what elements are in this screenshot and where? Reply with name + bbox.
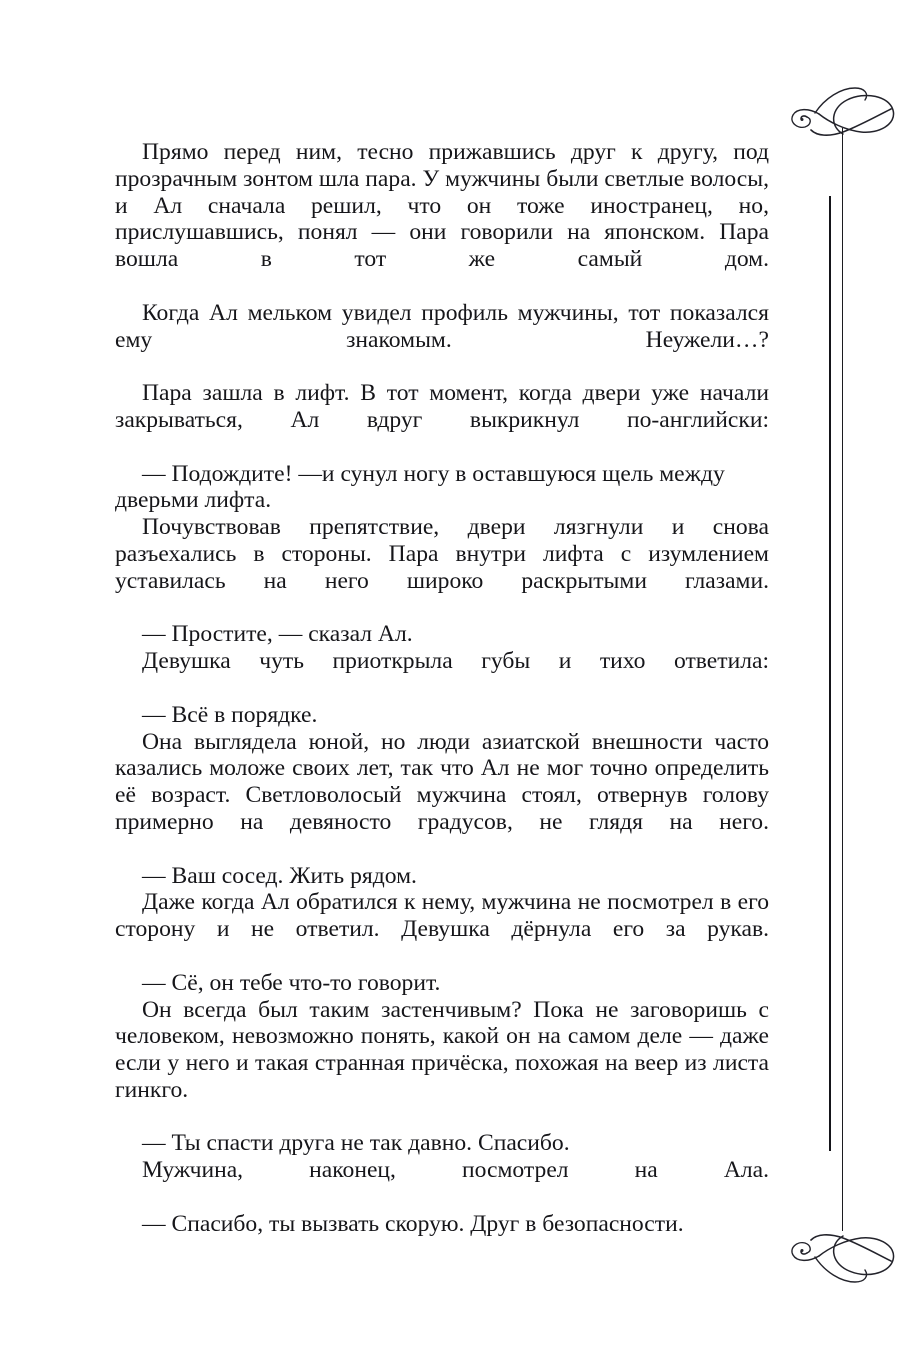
dialogue-paragraph: — Ваш сосед. Жить рядом. <box>142 862 417 889</box>
dialogue-paragraph: — Ты спасти друга не так давно. Спасибо. <box>142 1130 570 1157</box>
flourish-terminal-dot <box>801 118 804 121</box>
narrative-paragraph: Когда Ал мельком увидел профиль мужчины, тот показался ему знакомым. Неужели…? <box>115 299 769 353</box>
narrative-paragraph: Прямо перед ним, тесно прижавшись друг к другу, под прозрачным зонтом шла пара. У мужчины были светлые волосы, и Ал сначала решил, что он тоже иностранец, но, прислушавшись, понял — они говорили на японском. Пара вошла в тот же самый дом. <box>115 139 769 273</box>
narrative-paragraph: Почувствовав препятствие, двери лязгнули и снова разъехались в стороны. Пара внутри лифта с изумлением уставилась на него широко раскрытыми глазами. <box>115 514 769 594</box>
narrative-paragraph: Даже когда Ал обратился к нему, мужчина не посмотрел в его сторону и не ответил. Девушка дёрнула его за рукав. <box>115 889 769 943</box>
dialogue-paragraph: — Простите, — сказал Ал. <box>142 621 413 648</box>
dialogue-paragraph: — Всё в порядке. <box>142 701 318 728</box>
narrative-paragraph: Пара зашла в лифт. В тот момент, когда двери уже начали закрываться, Ал вдруг выкрикнул по-английски: <box>115 380 769 433</box>
narrative-paragraph: Она выглядела юной, но люди азиатской внешности часто казались моложе своих лет, так что Ал не мог точно определить её возраст. Светловолосый мужчина стоял, отвернув голову примерно на девяносто градусов, не глядя на него. <box>115 728 769 835</box>
narrative-paragraph: Он всегда был таким застенчивым? Пока не заговоришь с человеком, невозможно понять, какой он на самом деле — даже если у него и такая странная причёска, похожая на веер из листа гинкго. <box>115 996 769 1103</box>
vertical-rule-inner <box>829 196 831 1151</box>
flourish-ornament-bottom <box>785 1226 900 1288</box>
dialogue-paragraph: — Сё, он тебе что-то говорит. <box>142 969 441 996</box>
dialogue-paragraph: — Спасибо, ты вызвать скорую. Друг в безопасности. <box>142 1210 684 1237</box>
body-text-column <box>115 139 769 1238</box>
dialogue-paragraph: — Подождите! —и сунул ногу в оставшуюся щель между дверьми лифта. <box>115 460 725 514</box>
flourish-terminal-dot <box>801 1249 804 1252</box>
vertical-rule-outer <box>842 128 843 1231</box>
narrative-paragraph: Мужчина, наконец, посмотрел на Ала. <box>142 1157 769 1184</box>
narrative-paragraph: Девушка чуть приоткрыла губы и тихо ответила: <box>142 648 769 675</box>
